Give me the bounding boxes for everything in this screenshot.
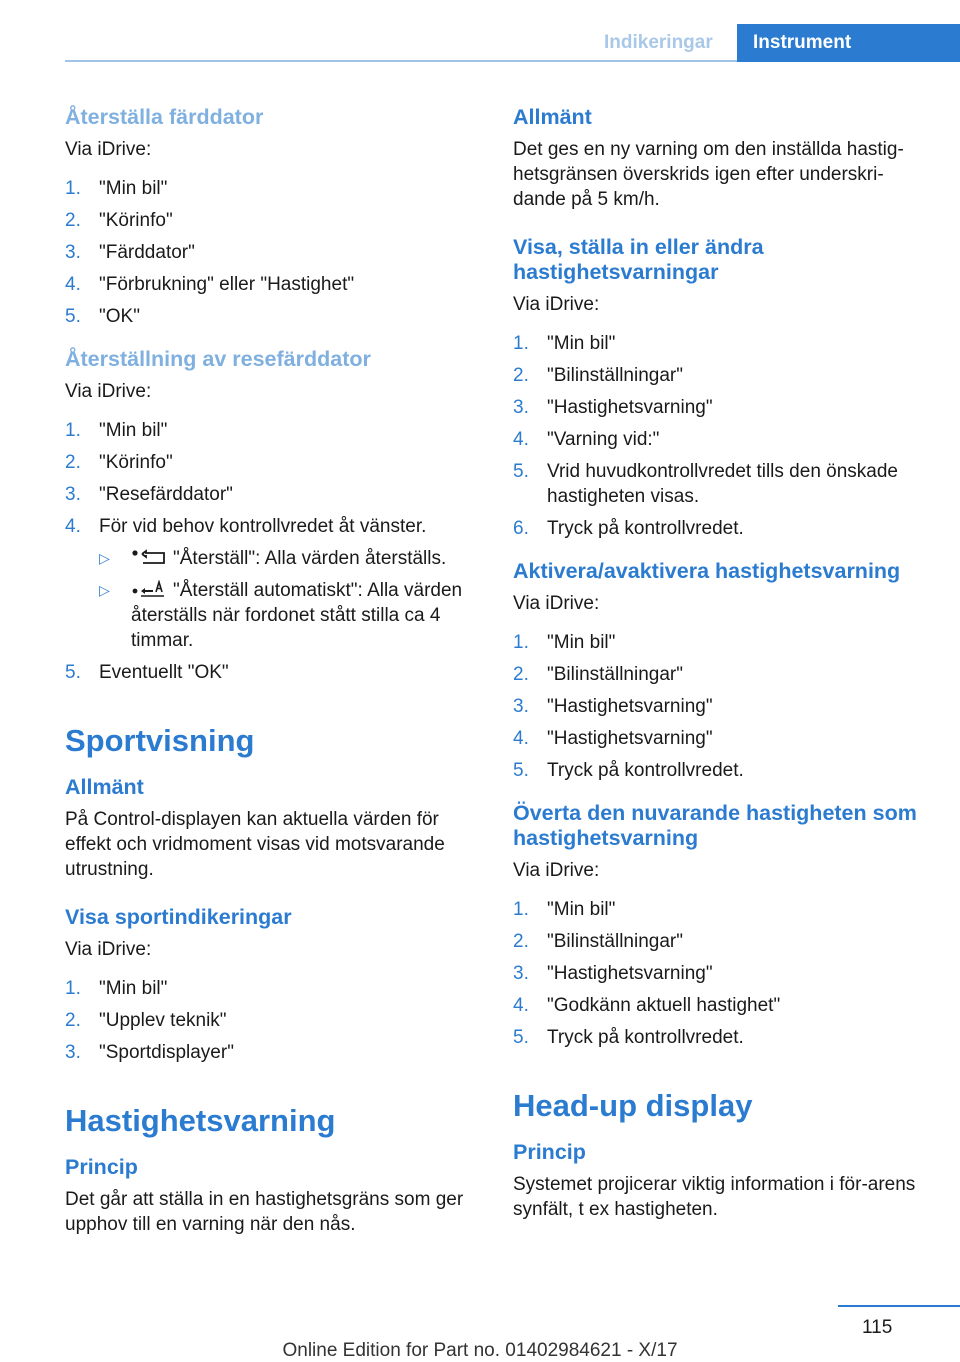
step-number: 6. <box>513 518 529 539</box>
steps-list <box>65 418 483 685</box>
step-number: 1. <box>65 178 81 199</box>
sub-item-text: "Återställ": Alla värden återställs. <box>173 548 447 569</box>
steps-list <box>65 176 483 329</box>
tab-indikeringar[interactable]: Indikeringar <box>604 32 713 53</box>
step-text: För vid behov kontrollvredet åt vänster. <box>99 516 427 537</box>
steps-list <box>513 630 933 783</box>
step-number: 4. <box>513 728 529 749</box>
step-number: 4. <box>513 429 529 450</box>
paragraph: På Control-displayen kan aktuella värden för effekt och vridmoment visas vid motsvarande utrustning. <box>65 809 445 880</box>
heading-reset-travel-computer: Återställning av resefärddator <box>65 347 371 371</box>
intro-text: Via iDrive: <box>65 939 152 960</box>
step-number: 5. <box>513 1027 529 1048</box>
step-text: "Bilinställningar" <box>547 365 683 386</box>
list-item <box>65 450 483 475</box>
list-item <box>513 897 933 922</box>
list-item <box>513 516 933 541</box>
list-item <box>65 1040 483 1065</box>
sub-list-item <box>99 546 483 571</box>
list-item <box>65 272 483 297</box>
step-text: "Sportdisplayer" <box>99 1042 234 1063</box>
list-item <box>513 662 933 687</box>
step-number: 3. <box>65 242 81 263</box>
step-number: 5. <box>65 662 81 683</box>
step-number: 2. <box>513 931 529 952</box>
list-item <box>513 961 933 986</box>
paragraph: Det ges en ny varning om den inställda hastig‐hetsgränsen överskrids igen efter underskri‐dande på 5 km/h. <box>513 139 904 210</box>
step-number: 5. <box>65 306 81 327</box>
step-number: 1. <box>513 632 529 653</box>
step-number: 2. <box>65 210 81 231</box>
step-text: "Varning vid:" <box>547 429 660 450</box>
step-number: 5. <box>513 760 529 781</box>
list-item <box>513 427 933 452</box>
intro-text: Via iDrive: <box>513 860 600 881</box>
step-text: "Min bil" <box>99 978 168 999</box>
step-number: 3. <box>513 397 529 418</box>
triangle-bullet-icon: ▷ <box>99 582 110 598</box>
step-number: 2. <box>513 664 529 685</box>
step-text: "Hastighetsvarning" <box>547 397 713 418</box>
list-item <box>513 993 933 1018</box>
list-item <box>65 176 483 201</box>
step-text: Tryck på kontrollvredet. <box>547 518 744 539</box>
step-text: Tryck på kontrollvredet. <box>547 1027 744 1048</box>
step-text: "Hastighetsvarning" <box>547 728 713 749</box>
list-item <box>513 331 933 356</box>
list-item <box>65 418 483 443</box>
list-item <box>65 240 483 265</box>
intro-text: Via iDrive: <box>513 593 600 614</box>
heading-set-speed-warnings: Visa, ställa in eller ändra hastighetsvarningar <box>513 235 764 284</box>
heading-principle: Princip <box>65 1155 138 1179</box>
heading-head-up-display: Head-up display <box>513 1088 753 1123</box>
steps-list <box>513 897 933 1050</box>
heading-reset-trip-computer: Återställa färddator <box>65 105 264 129</box>
step-number: 3. <box>513 696 529 717</box>
list-item <box>513 726 933 751</box>
step-text: "Resefärddator" <box>99 484 233 505</box>
step-number: 4. <box>513 995 529 1016</box>
sub-list <box>99 546 483 653</box>
step-number: 1. <box>65 420 81 441</box>
heading-general: Allmänt <box>65 775 144 799</box>
step-number: 3. <box>513 963 529 984</box>
footer-rule <box>838 1305 960 1307</box>
heading-principle: Princip <box>513 1140 586 1164</box>
step-text: "Hastighetsvarning" <box>547 696 713 717</box>
heading-activate-speed-warning: Aktivera/avaktivera hastighetsvarning <box>513 559 901 583</box>
left-column <box>65 103 483 1237</box>
step-text: "Körinfo" <box>99 452 173 473</box>
list-item <box>513 694 933 719</box>
step-text: "Godkänn aktuell hastighet" <box>547 995 781 1016</box>
list-item <box>65 482 483 507</box>
step-text: Vrid huvudkontrollvredet tills den önskade hastigheten visas. <box>547 461 898 507</box>
step-number: 5. <box>513 461 529 482</box>
step-text: Tryck på kontrollvredet. <box>547 760 744 781</box>
triangle-bullet-icon: ▷ <box>99 550 110 566</box>
step-text: "OK" <box>99 306 140 327</box>
step-text: "Upplev teknik" <box>99 1010 227 1031</box>
steps-list <box>65 976 483 1065</box>
list-item <box>513 929 933 954</box>
list-item <box>513 758 933 783</box>
intro-text: Via iDrive: <box>65 381 152 402</box>
step-number: 4. <box>65 274 81 295</box>
step-text: "Min bil" <box>547 333 616 354</box>
list-item <box>65 304 483 329</box>
step-number: 1. <box>513 899 529 920</box>
list-item <box>65 208 483 233</box>
step-text: "Körinfo" <box>99 210 173 231</box>
step-text: "Hastighetsvarning" <box>547 963 713 984</box>
reset-icon <box>131 548 167 566</box>
step-number: 2. <box>65 452 81 473</box>
footer-edition: Online Edition for Part no. 01402984621 - X/17 <box>282 1340 678 1361</box>
list-item <box>65 976 483 1001</box>
list-item <box>513 630 933 655</box>
sub-list-item <box>99 578 483 653</box>
intro-text: Via iDrive: <box>65 139 152 160</box>
auto-reset-icon <box>131 580 167 598</box>
step-text: "Bilinställningar" <box>547 664 683 685</box>
step-text: "Förbrukning" eller "Hastighet" <box>99 274 355 295</box>
step-number: 2. <box>513 365 529 386</box>
heading-take-current-speed: Överta den nuvarande hastigheten som hastighetsvarning <box>513 801 917 850</box>
paragraph: Det går att ställa in en hastighetsgräns som ger upphov till en varning när den nås. <box>65 1189 464 1235</box>
step-text: "Min bil" <box>547 632 616 653</box>
heading-general: Allmänt <box>513 105 592 129</box>
step-number: 3. <box>65 484 81 505</box>
step-number: 2. <box>65 1010 81 1031</box>
step-number: 3. <box>65 1042 81 1063</box>
step-text: "Min bil" <box>547 899 616 920</box>
right-column <box>513 103 933 1222</box>
step-text: "Färddator" <box>99 242 195 263</box>
list-item <box>513 363 933 388</box>
list-item <box>513 1025 933 1050</box>
heading-show-sport: Visa sportindikeringar <box>65 905 292 929</box>
list-item <box>65 660 483 685</box>
tab-instrument[interactable]: Instrument <box>737 24 960 62</box>
page-number: 115 <box>862 1317 893 1338</box>
steps-list <box>513 331 933 541</box>
step-text: "Min bil" <box>99 178 168 199</box>
list-item <box>65 1008 483 1033</box>
step-text: "Bilinställningar" <box>547 931 683 952</box>
step-text: "Min bil" <box>99 420 168 441</box>
step-text: Eventuellt "OK" <box>99 662 229 683</box>
list-item <box>513 395 933 420</box>
step-number: 1. <box>513 333 529 354</box>
list-item <box>513 459 933 509</box>
step-number: 1. <box>65 978 81 999</box>
heading-sport-display: Sportvisning <box>65 723 255 758</box>
heading-speed-warning: Hastighetsvarning <box>65 1103 336 1138</box>
intro-text: Via iDrive: <box>513 294 600 315</box>
list-item <box>65 514 483 653</box>
paragraph: Systemet projicerar viktig information i för‐arens synfält, t ex hastigheten. <box>513 1174 916 1220</box>
sub-item-text: "Återställ automatiskt": Alla värden återställs när fordonet stått stilla ca 4 timmar. <box>131 580 463 651</box>
step-number: 4. <box>65 516 81 537</box>
